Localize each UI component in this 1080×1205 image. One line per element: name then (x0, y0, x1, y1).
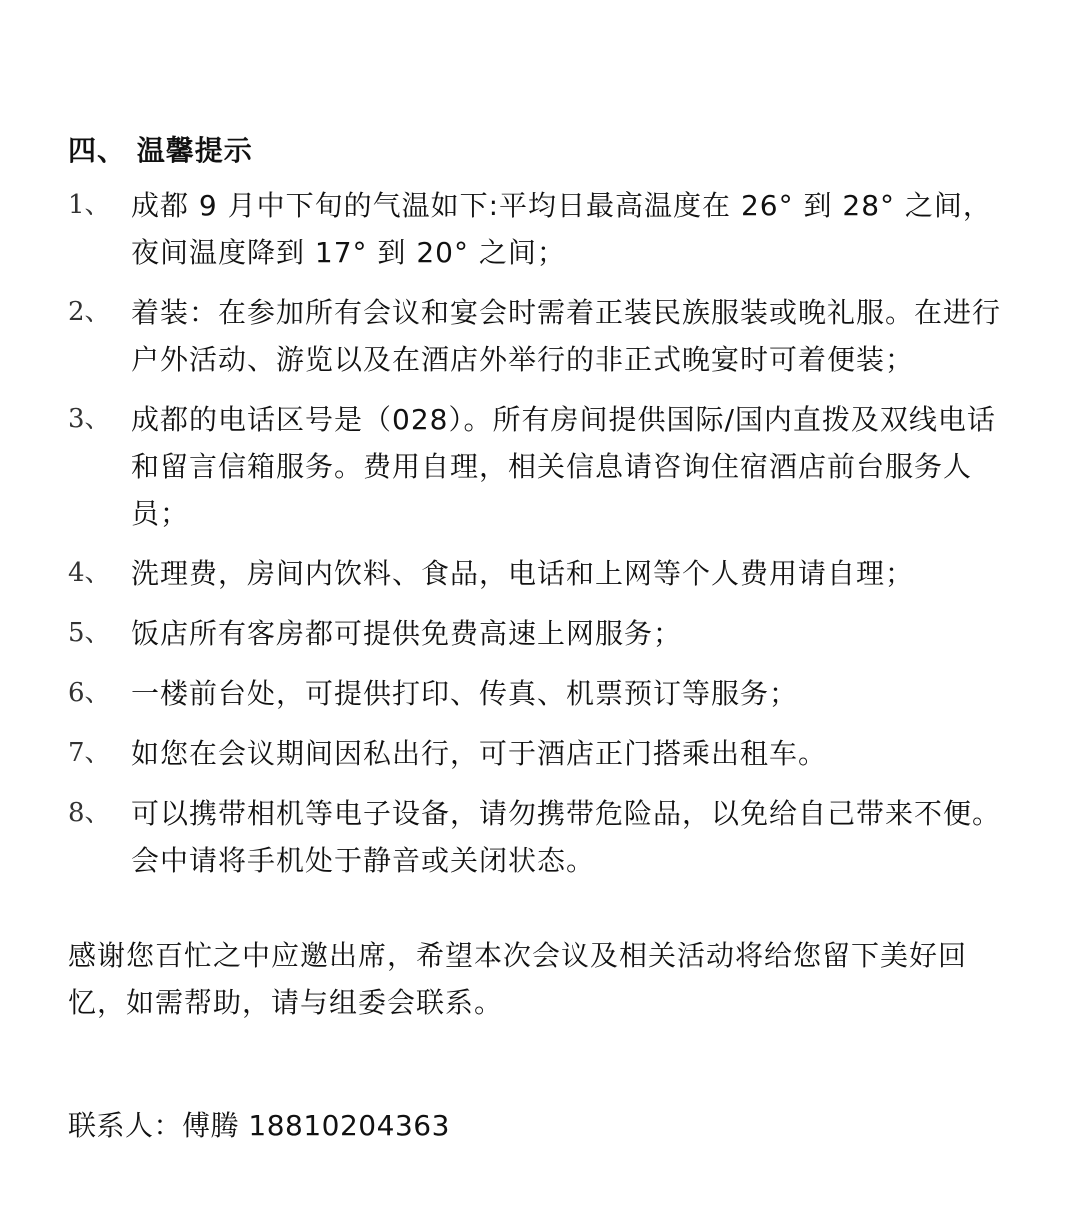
contact-label: 联系人：傅腾 (68, 1109, 240, 1142)
tip-number: 2、 (68, 297, 111, 327)
tip-number: 6、 (68, 678, 111, 708)
tip-item (68, 289, 1018, 383)
tip-item (68, 182, 1018, 276)
tip-text: 饭店所有客房都可提供免费高速上网服务； (131, 617, 683, 650)
tip-text: 可以携带相机等电子设备，请勿携带危险品，以免给自己带来不便。会中请将手机处于静音或关闭状态。 (131, 797, 1002, 877)
tip-text: 着装：在参加所有会议和宴会时需着正装民族服装或晚礼服。在进行户外活动、游览以及在酒店外举行的非正式晚宴时可着便装； (131, 296, 1002, 376)
tip-text: 一楼前台处，可提供打印、传真、机票预订等服务； (131, 677, 799, 710)
tip-item (68, 610, 1018, 657)
tip-number: 7、 (68, 738, 111, 768)
tip-text: 成都的电话区号是（028）。所有房间提供国际/国内直拨及双线电话和留言信箱服务。费用自理，相关信息请咨询住宿酒店前台服务人员； (131, 403, 996, 530)
tip-number: 3、 (68, 404, 111, 434)
tip-number: 8、 (68, 798, 111, 828)
tip-item (68, 730, 1018, 777)
tip-number: 4、 (68, 558, 111, 588)
tip-text: 成都 9 月中下旬的气温如下:平均日最高温度在 26° 到 28° 之间，夜间温度降到 17° 到 20° 之间； (131, 189, 992, 269)
tip-number: 1、 (68, 190, 111, 220)
tip-text: 如您在会议期间因私出行，可于酒店正门搭乘出租车。 (131, 737, 828, 770)
tip-item (68, 790, 1018, 884)
tips-list (68, 182, 1018, 884)
tip-number: 5、 (68, 618, 111, 648)
document-page (68, 128, 1018, 1149)
tip-item (68, 396, 1018, 537)
section-heading: 四、 温馨提示 (68, 134, 253, 167)
tip-item (68, 550, 1018, 597)
tip-text: 洗理费，房间内饮料、食品，电话和上网等个人费用请自理； (131, 557, 915, 590)
contact-phone: 18810204363 (248, 1109, 450, 1142)
closing-paragraph: 感谢您百忙之中应邀出席，希望本次会议及相关活动将给您留下美好回忆，如需帮助，请与组委会联系。 (68, 939, 968, 1019)
contact-line (68, 1102, 1018, 1149)
tip-item (68, 670, 1018, 717)
